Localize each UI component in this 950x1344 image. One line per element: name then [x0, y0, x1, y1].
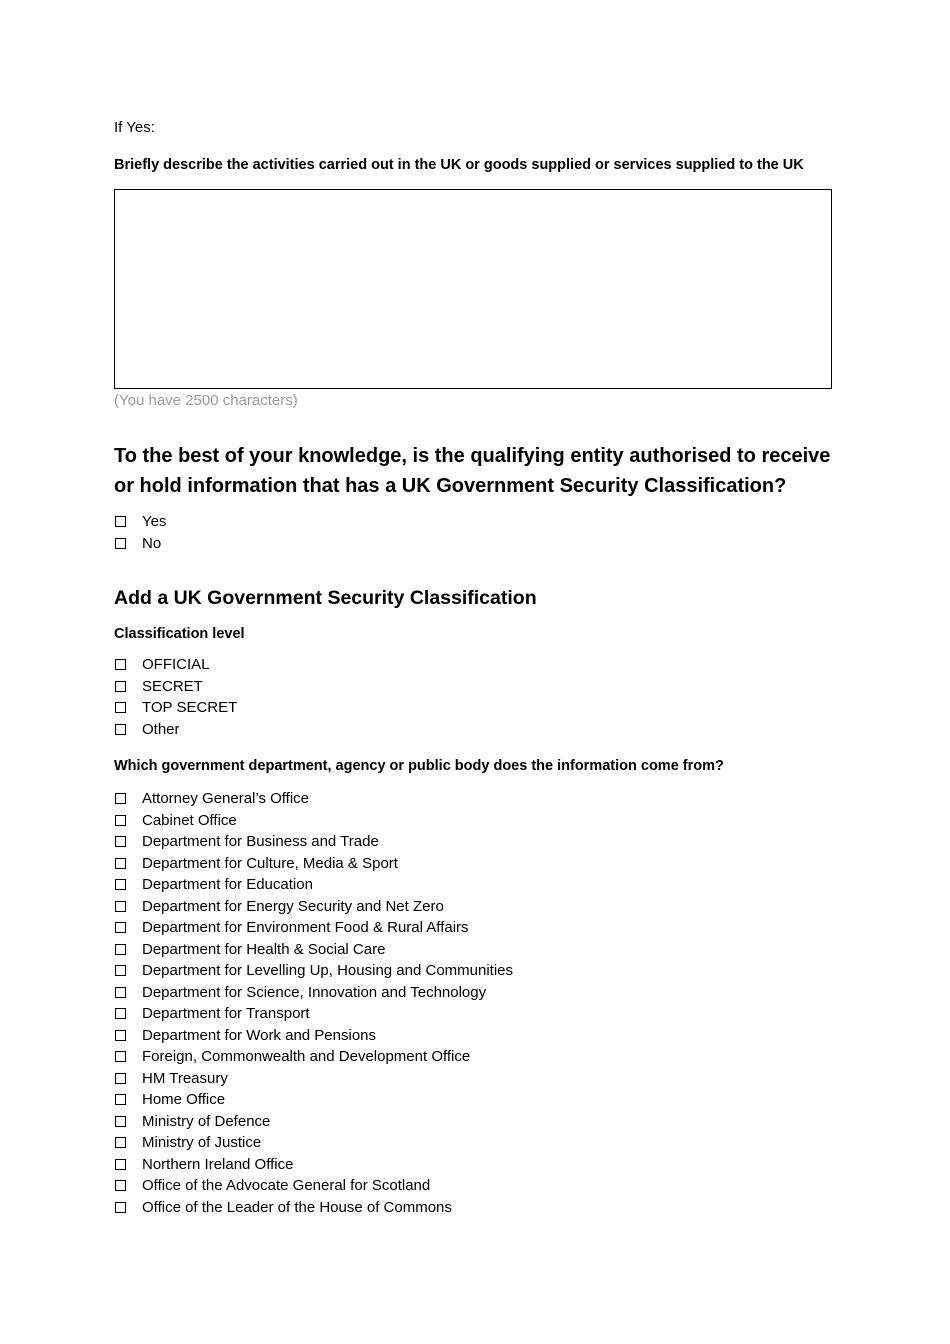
option-label: Other	[142, 720, 180, 738]
department-question: Which government department, agency or public body does the information come from?	[114, 758, 724, 774]
checkbox[interactable]	[115, 1051, 126, 1062]
option-label: Department for Environment Food & Rural Affairs	[142, 919, 469, 937]
option-label: Department for Education	[142, 876, 313, 894]
option-label: Office of the Leader of the House of Commons	[142, 1198, 452, 1216]
checkbox[interactable]	[115, 516, 126, 527]
option-label: Ministry of Justice	[142, 1134, 262, 1152]
checkbox[interactable]	[115, 793, 126, 804]
department-option[interactable]	[114, 1025, 836, 1047]
option-label: Department for Energy Security and Net Zero	[142, 897, 444, 915]
checkbox[interactable]	[115, 538, 126, 549]
checkbox[interactable]	[115, 1137, 126, 1148]
checkbox[interactable]	[115, 815, 126, 826]
activities-textarea[interactable]	[114, 189, 832, 389]
department-option[interactable]	[114, 810, 836, 832]
option-label: Department for Science, Innovation and Technology	[142, 983, 487, 1001]
option-label: Department for Culture, Media & Sport	[142, 854, 398, 872]
option-label: TOP SECRET	[142, 699, 238, 717]
classification-option[interactable]	[114, 654, 836, 676]
department-option[interactable]	[114, 1003, 836, 1025]
authorised-option-yes[interactable]	[114, 511, 836, 533]
option-label: Office of the Advocate General for Scotland	[142, 1177, 431, 1195]
option-label: HM Treasury	[142, 1069, 228, 1087]
department-option[interactable]	[114, 853, 836, 875]
checkbox[interactable]	[115, 1073, 126, 1084]
department-option[interactable]	[114, 1111, 836, 1133]
checkbox[interactable]	[115, 702, 126, 713]
department-option[interactable]	[114, 960, 836, 982]
option-label: Department for Transport	[142, 1005, 310, 1023]
checkbox[interactable]	[115, 681, 126, 692]
department-option[interactable]	[114, 831, 836, 853]
checkbox[interactable]	[115, 1094, 126, 1105]
option-label: Foreign, Commonwealth and Development Office	[142, 1048, 471, 1066]
classification-level-label: Classification level	[114, 626, 245, 642]
checkbox[interactable]	[115, 987, 126, 998]
option-label: Department for Levelling Up, Housing and Communities	[142, 962, 514, 980]
department-option[interactable]	[114, 1175, 836, 1197]
activities-label: Briefly describe the activities carried out in the UK or goods supplied or services supplied to the UK	[114, 157, 804, 173]
department-options	[114, 788, 836, 1218]
classification-level-options	[114, 654, 836, 740]
authorised-option-no[interactable]	[114, 533, 836, 555]
option-label: SECRET	[142, 677, 203, 695]
department-option[interactable]	[114, 788, 836, 810]
department-option[interactable]	[114, 1197, 836, 1219]
department-option[interactable]	[114, 1154, 836, 1176]
authorised-question: To the best of your knowledge, is the qualifying entity authorised to receive or hold information that has a UK Government Security Classification?	[114, 445, 831, 497]
form-page	[114, 118, 836, 1218]
add-classification-heading: Add a UK Government Security Classification	[114, 587, 537, 609]
checkbox[interactable]	[115, 922, 126, 933]
department-option[interactable]	[114, 917, 836, 939]
department-option[interactable]	[114, 896, 836, 918]
option-label: Northern Ireland Office	[142, 1155, 294, 1173]
checkbox[interactable]	[115, 965, 126, 976]
checkbox[interactable]	[115, 858, 126, 869]
classification-option[interactable]	[114, 719, 836, 741]
department-option[interactable]	[114, 1132, 836, 1154]
option-label: Home Office	[142, 1091, 226, 1109]
checkbox[interactable]	[115, 1030, 126, 1041]
option-label: Department for Health & Social Care	[142, 940, 386, 958]
checkbox[interactable]	[115, 1116, 126, 1127]
checkbox[interactable]	[115, 944, 126, 955]
checkbox[interactable]	[115, 1180, 126, 1191]
department-option[interactable]	[114, 939, 836, 961]
department-option[interactable]	[114, 1068, 836, 1090]
checkbox[interactable]	[115, 901, 126, 912]
department-option[interactable]	[114, 1089, 836, 1111]
classification-option[interactable]	[114, 676, 836, 698]
option-label: Ministry of Defence	[142, 1112, 271, 1130]
checkbox[interactable]	[115, 879, 126, 890]
classification-option[interactable]	[114, 697, 836, 719]
option-label: Cabinet Office	[142, 811, 237, 829]
department-option[interactable]	[114, 874, 836, 896]
department-option[interactable]	[114, 1046, 836, 1068]
checkbox[interactable]	[115, 659, 126, 670]
department-option[interactable]	[114, 982, 836, 1004]
option-label: OFFICIAL	[142, 656, 210, 674]
option-label: Attorney General’s Office	[142, 790, 310, 808]
if-yes-label: If Yes:	[114, 119, 155, 136]
checkbox[interactable]	[115, 1159, 126, 1170]
option-label: Yes	[142, 513, 167, 531]
option-label: Department for Business and Trade	[142, 833, 379, 851]
option-label: Department for Work and Pensions	[142, 1026, 377, 1044]
option-label: No	[142, 534, 162, 552]
checkbox[interactable]	[115, 1008, 126, 1019]
character-count: (You have 2500 characters)	[114, 392, 298, 409]
checkbox[interactable]	[115, 1202, 126, 1213]
authorised-options	[114, 511, 836, 554]
checkbox[interactable]	[115, 724, 126, 735]
checkbox[interactable]	[115, 836, 126, 847]
